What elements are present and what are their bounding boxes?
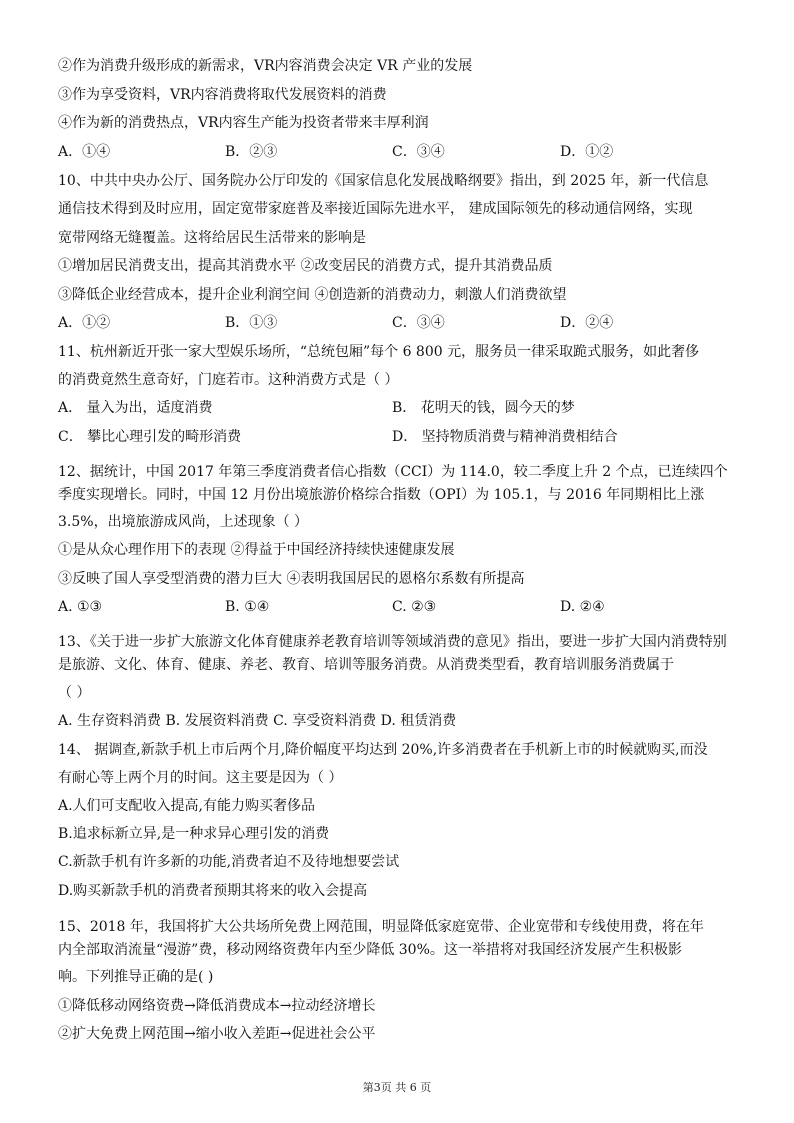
q15-stem-line-1: 15、2018 年，我国将扩大公共场所免费上网范围，明显降低家庭宽带、企业宽带和专线使用费，将在年 bbox=[58, 919, 704, 935]
q10-stem-line-2: 通信技术得到及时应用，固定宽带家庭普及率接近国际先进水平， 建成国际领先的移动通信网络，实现 bbox=[58, 201, 693, 217]
page-number: 第3页 共 6 页 bbox=[362, 1081, 432, 1094]
q10-options bbox=[0, 313, 794, 333]
q10-option-b: B．①③ bbox=[225, 315, 278, 331]
q15-chain-2: ②扩大免费上网范围→缩小收入差距→促进社会公平 bbox=[58, 1026, 376, 1042]
q12-stem-line-1: 12、据统计，中国 2017 年第三季度消费者信心指数（CCI）为 114.0，较二季度上升 2 个点，已连续四个 bbox=[58, 464, 728, 480]
q9-statement-3: ③作为享受资料，VR内容消费将取代发展资料的消费 bbox=[58, 87, 387, 103]
q11-options-cd bbox=[0, 427, 794, 447]
q14-option-b: B.追求标新立异,是一种求异心理引发的消费 bbox=[58, 826, 330, 842]
q9-option-d: D．①② bbox=[560, 144, 614, 160]
q15-stem-line-2: 内全部取消流量“漫游”费，移动网络资费年内至少降低 30%。这一举措将对我国经济发展产生积极影 bbox=[58, 942, 682, 958]
q11-stem-line-2: 的消费竟然生意奇好，门庭若市。这种消费方式是（ ） bbox=[58, 372, 399, 388]
q14-stem-line-1: 14、 据调查,新款手机上市后两个月,降价幅度平均达到 20%,许多消费者在手机新上市的时候就购买,而没 bbox=[58, 742, 708, 758]
q9-option-c: C．③④ bbox=[392, 144, 445, 160]
q12-option-c: C. ②③ bbox=[392, 599, 437, 615]
q10-statements-1-2: ①增加居民消费支出，提高其消费水平 ②改变居民的消费方式，提升其消费品质 bbox=[58, 258, 553, 274]
q9-option-b: B．②③ bbox=[225, 144, 278, 160]
q12-statements-1-2: ①是从众心理作用下的表现 ②得益于中国经济持续快速健康发展 bbox=[58, 542, 455, 558]
q15-chain-1: ①降低移动网络资费→降低消费成本→拉动经济增长 bbox=[58, 998, 376, 1014]
q10-option-c: C．③④ bbox=[392, 315, 445, 331]
q12-stem-line-3: 3.5%，出境旅游成风尚，上述现象（ ） bbox=[58, 514, 309, 530]
q10-option-a: A．①② bbox=[58, 315, 111, 331]
q10-stem-line-3: 宽带网络无缝覆盖。这将给居民生活带来的影响是 bbox=[58, 230, 366, 246]
q13-stem-line-3: （ ） bbox=[58, 685, 91, 701]
q10-statements-3-4: ③降低企业经营成本，提升企业利润空间 ④创造新的消费动力，刺激人们消费欲望 bbox=[58, 287, 567, 303]
q14-option-a: A.人们可支配收入提高,有能力购买奢侈品 bbox=[58, 798, 316, 814]
q9-statement-2: ②作为消费升级形成的新需求，VR内容消费会决定 VR 产业的发展 bbox=[58, 58, 473, 74]
q14-stem-line-2: 有耐心等上两个月的时间。这主要是因为（ ） bbox=[58, 770, 343, 786]
q11-option-b: B． 花明天的钱，圆今天的梦 bbox=[392, 400, 575, 416]
q13-stem-line-2: 是旅游、文化、体育、健康、养老、教育、培训等服务消费。从消费类型看，教育培训服务消费属于 bbox=[58, 657, 674, 673]
q11-option-c: C． 攀比心理引发的畸形消费 bbox=[58, 429, 242, 445]
q10-option-d: D．②④ bbox=[560, 315, 614, 331]
q13-options: A. 生存资料消费 B. 发展资料消费 C. 享受资料消费 D. 租赁消费 bbox=[58, 713, 457, 729]
q15-stem-line-3: 响。下列推导正确的是( ) bbox=[58, 969, 214, 985]
q9-options bbox=[0, 142, 794, 162]
q12-option-d: D. ②④ bbox=[560, 599, 605, 615]
q11-option-d: D． 坚持物质消费与精神消费相结合 bbox=[392, 429, 618, 445]
q12-option-a: A. ①③ bbox=[58, 599, 103, 615]
q11-option-a: A． 量入为出，适度消费 bbox=[58, 400, 213, 416]
q12-option-b: B. ①④ bbox=[225, 599, 270, 615]
q9-option-a: A．①④ bbox=[58, 144, 111, 160]
q9-statement-4: ④作为新的消费热点，VR内容生产能为投资者带来丰厚利润 bbox=[58, 115, 429, 131]
q12-statements-3-4: ③反映了国人享受型消费的潜力巨大 ④表明我国居民的恩格尔系数有所提高 bbox=[58, 571, 525, 587]
q10-stem-line-1: 10、中共中央办公厅、国务院办公厅印发的《国家信息化发展战略纲要》指出，到 2025 年，新一代信息 bbox=[58, 173, 709, 189]
q12-options bbox=[0, 597, 794, 617]
q14-option-d: D.购买新款手机的消费者预期其将来的收入会提高 bbox=[58, 883, 368, 899]
q11-stem-line-1: 11、杭州新近开张一家大型娱乐场所，“总统包厢”每个 6 800 元，服务员一律采取跪式服务，如此奢侈 bbox=[58, 344, 700, 360]
q13-stem-line-1: 13、《关于进一步扩大旅游文化体育健康养老教育培训等领域消费的意见》指出，要进一步扩大国内消费特别 bbox=[58, 634, 727, 650]
q12-stem-line-2: 季度实现增长。同时，中国 12 月份出境旅游价格综合指数（OPI）为 105.1，与 2016 年同期相比上涨 bbox=[58, 487, 705, 503]
q11-options-ab bbox=[0, 398, 794, 418]
q14-option-c: C.新款手机有许多新的功能,消费者迫不及待地想要尝试 bbox=[58, 854, 400, 870]
